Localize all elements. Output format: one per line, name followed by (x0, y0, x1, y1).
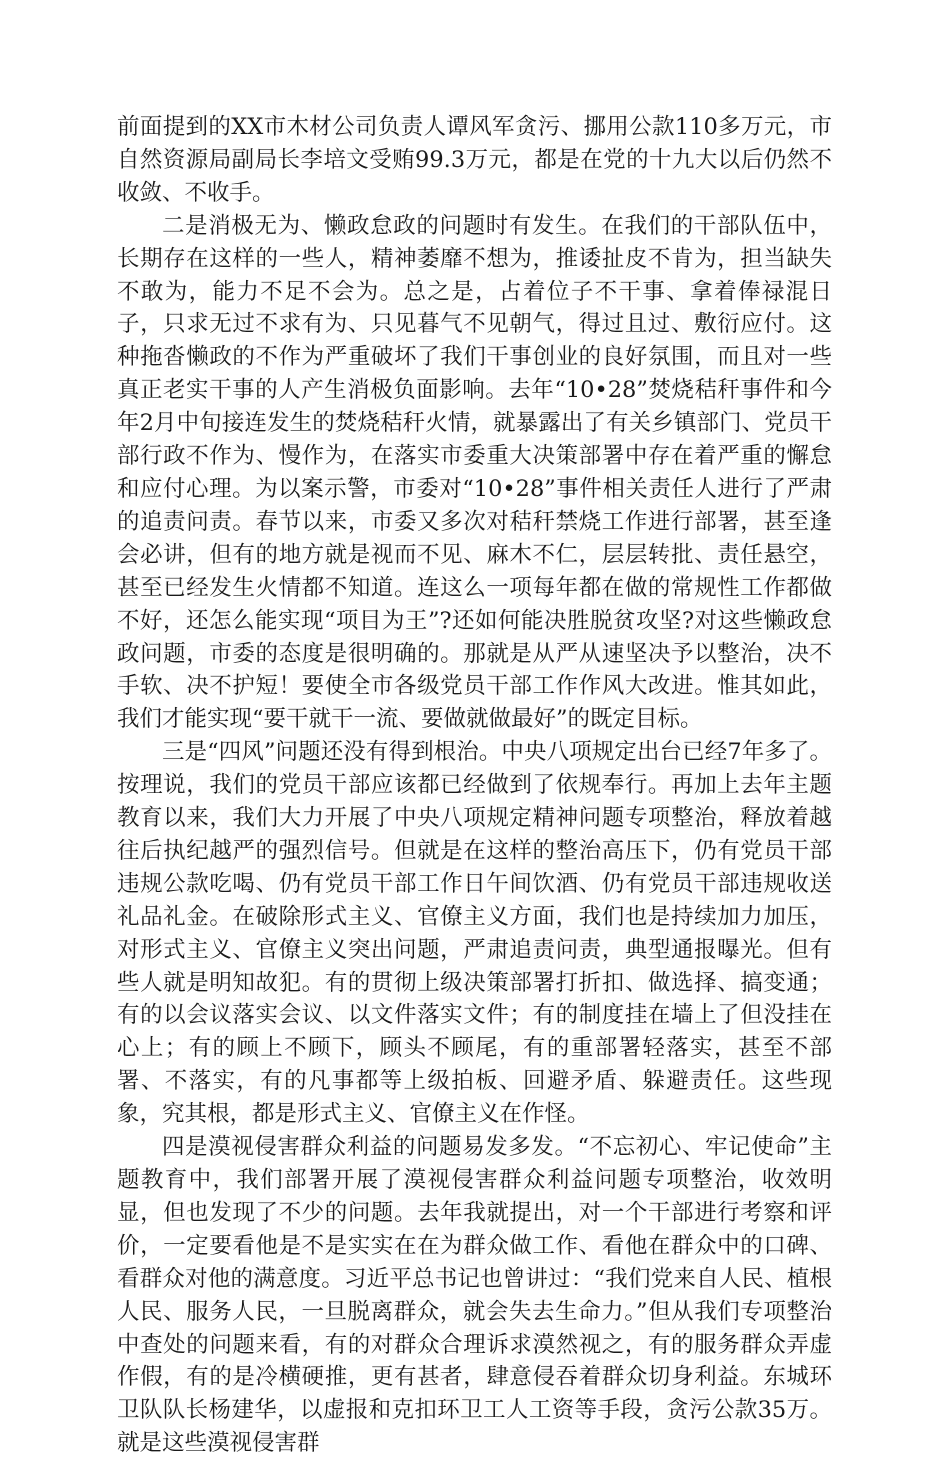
paragraph-4: 四是漠视侵害群众利益的问题易发多发。“不忘初心、牢记使命”主题教育中，我们部署开展了漠视侵害群众利益问题专项整治，收效明显，但也发现了不少的问题。去年我就提出，对一个干部进行考察和评价，一定要看他是不是实实在在为群众做工作、看他在群众中的口碑、看群众对他的满意度。习近平总书记也曾讲过：“我们党来自人民、植根人民、服务人民，一旦脱离群众，就会失去生命力。”但从我们专项整治中查处的问题来看，有的对群众合理诉求漠然视之，有的服务群众弄虚作假，有的是冷横硬推，更有甚者，肆意侵吞着群众切身利益。东城环卫队队长杨建华，以虚报和克扣环卫工人工资等手段，贪污公款35万。就是这些漠视侵害群 (117, 1134, 832, 1457)
document-page (117, 111, 832, 1460)
paragraph-1: 前面提到的XX市木材公司负责人谭风军贪污、挪用公款110多万元，市自然资源局副局长李培文受贿99.3万元，都是在党的十九大以后仍然不收敛、不收手。 (117, 114, 832, 206)
paragraph-2: 二是消极无为、懒政怠政的问题时有发生。在我们的干部队伍中，长期存在这样的一些人，精神萎靡不想为，推诿扯皮不肯为，担当缺失不敢为，能力不足不会为。总之是，占着位子不干事、拿着俸禄混日子，只求无过不求有为、只见暮气不见朝气，得过且过、敷衍应付。这种拖沓懒政的不作为严重破坏了我们干事创业的良好氛围，而且对一些真正老实干事的人产生消极负面影响。去年“10•28”焚烧秸秆事件和今年2月中旬接连发生的焚烧秸秆火情，就暴露出了有关乡镇部门、党员干部行政不作为、慢作为，在落实市委重大决策部署中存在着严重的懈怠和应付心理。为以案示警，市委对“10•28”事件相关责任人进行了严肃的追责问责。春节以来，市委又多次对秸秆禁烧工作进行部署，甚至逢会必讲，但有的地方就是视而不见、麻木不仁，层层转批、责任悬空，甚至已经发生火情都不知道。连这么一项每年都在做的常规性工作都做不好，还怎么能实现“项目为王”?还如何能决胜脱贫攻坚?对这些懒政怠政问题，市委的态度是很明确的。那就是从严从速坚决予以整治，决不手软、决不护短！要使全市各级党员干部工作作风大改进。惟其如此，我们才能实现“要干就干一流、要做就做最好”的既定目标。 (117, 212, 832, 733)
paragraph-3: 三是“四风”问题还没有得到根治。中央八项规定出台已经7年多了。按理说，我们的党员干部应该都已经做到了依规奉行。再加上去年主题教育以来，我们大力开展了中央八项规定精神问题专项整治，释放着越往后执纪越严的强烈信号。但就是在这样的整治高压下，仍有党员干部违规公款吃喝、仍有党员干部工作日午间饮酒、仍有党员干部违规收送礼品礼金。在破除形式主义、官僚主义方面，我们也是持续加力加压，对形式主义、官僚主义突出问题，严肃追责问责，典型通报曝光。但有些人就是明知故犯。有的贯彻上级决策部署打折扣、做选择、搞变通；有的以会议落实会议、以文件落实文件；有的制度挂在墙上了但没挂在心上；有的顾上不顾下，顾头不顾尾，有的重部署轻落实，甚至不部署、不落实，有的凡事都等上级拍板、回避矛盾、躲避责任。这些现象，究其根，都是形式主义、官僚主义在作怪。 (117, 739, 832, 1128)
